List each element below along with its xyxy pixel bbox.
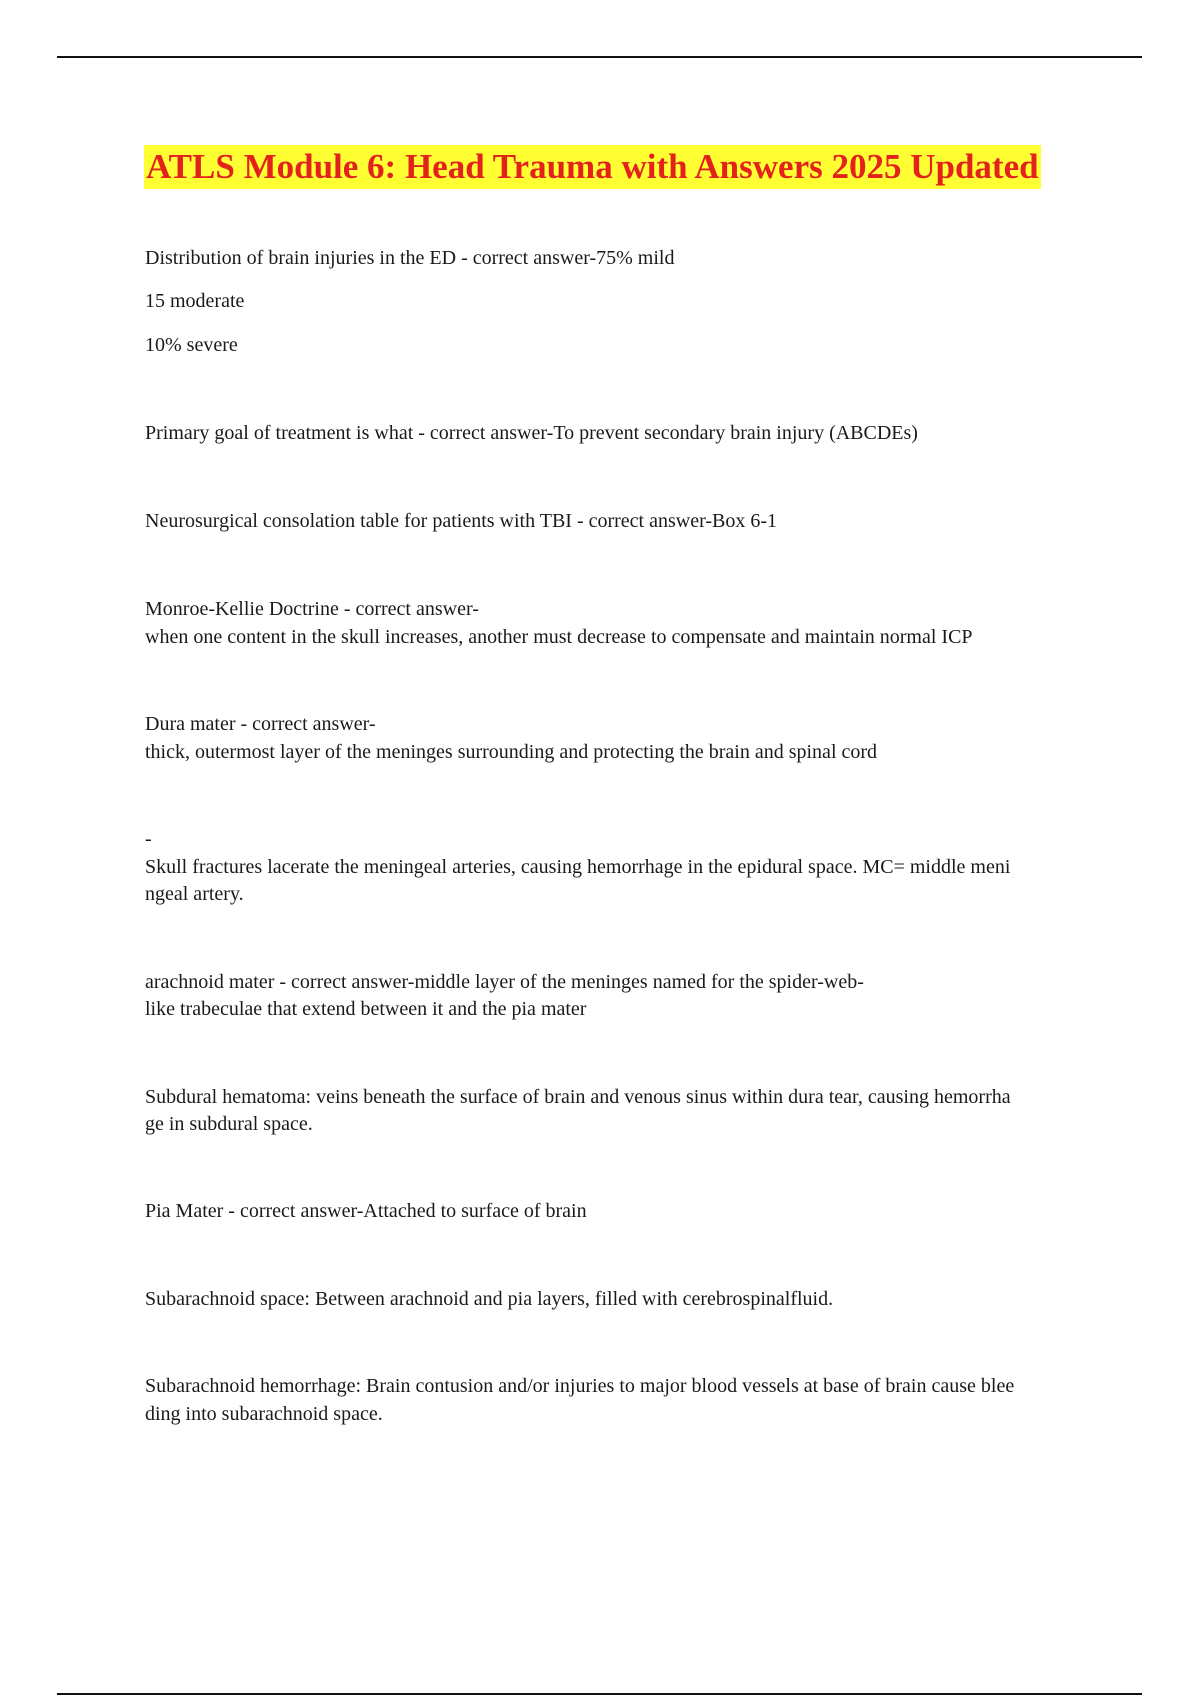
text-line: ngeal artery. [145, 883, 244, 905]
text-line: Neurosurgical consolation table for patients with TBI - correct answer-Box 6-1 [145, 510, 778, 532]
text-line: Dura mater - correct answer- [145, 713, 376, 735]
text-line: Distribution of brain injuries in the ED - correct answer-75% mild [145, 247, 675, 269]
text-line: 10% severe [145, 334, 238, 356]
text-line: Primary goal of treatment is what - correct answer-To prevent secondary brain injury (ABCDEs) [145, 422, 918, 444]
text-line: thick, outermost layer of the meninges surrounding and protecting the brain and spinal cord [145, 741, 878, 763]
text-line: Subarachnoid space: Between arachnoid and pia layers, filled with cerebrospinalfluid. [145, 1288, 834, 1310]
text-line: like trabeculae that extend between it and the pia mater [145, 998, 587, 1020]
text-line: Pia Mater - correct answer-Attached to surface of brain [145, 1200, 587, 1222]
text-line: Monroe-Kellie Doctrine - correct answer- [145, 598, 479, 620]
text-line: arachnoid mater - correct answer-middle layer of the meninges named for the spider-web- [145, 971, 864, 993]
text-line: Subarachnoid hemorrhage: Brain contusion and/or injuries to major blood vessels at base of brain cause blee [145, 1375, 1015, 1397]
text-line: Subdural hematoma: veins beneath the surface of brain and venous sinus within dura tear, causing hemorrha [145, 1086, 1011, 1108]
footer-rule [57, 1693, 1142, 1695]
text-line: ding into subarachnoid space. [145, 1403, 383, 1425]
header-rule [57, 56, 1142, 58]
text-line: 15 moderate [145, 290, 245, 312]
text-line: when one content in the skull increases, another must decrease to compensate and maintain normal ICP [145, 626, 973, 648]
document-title: ATLS Module 6: Head Trauma with Answers 2025 Updated [144, 145, 1041, 189]
text-line: ge in subdural space. [145, 1113, 313, 1135]
text-line: - [145, 828, 152, 850]
text-line: Skull fractures lacerate the meningeal arteries, causing hemorrhage in the epidural space. MC= middle meni [145, 856, 1011, 878]
